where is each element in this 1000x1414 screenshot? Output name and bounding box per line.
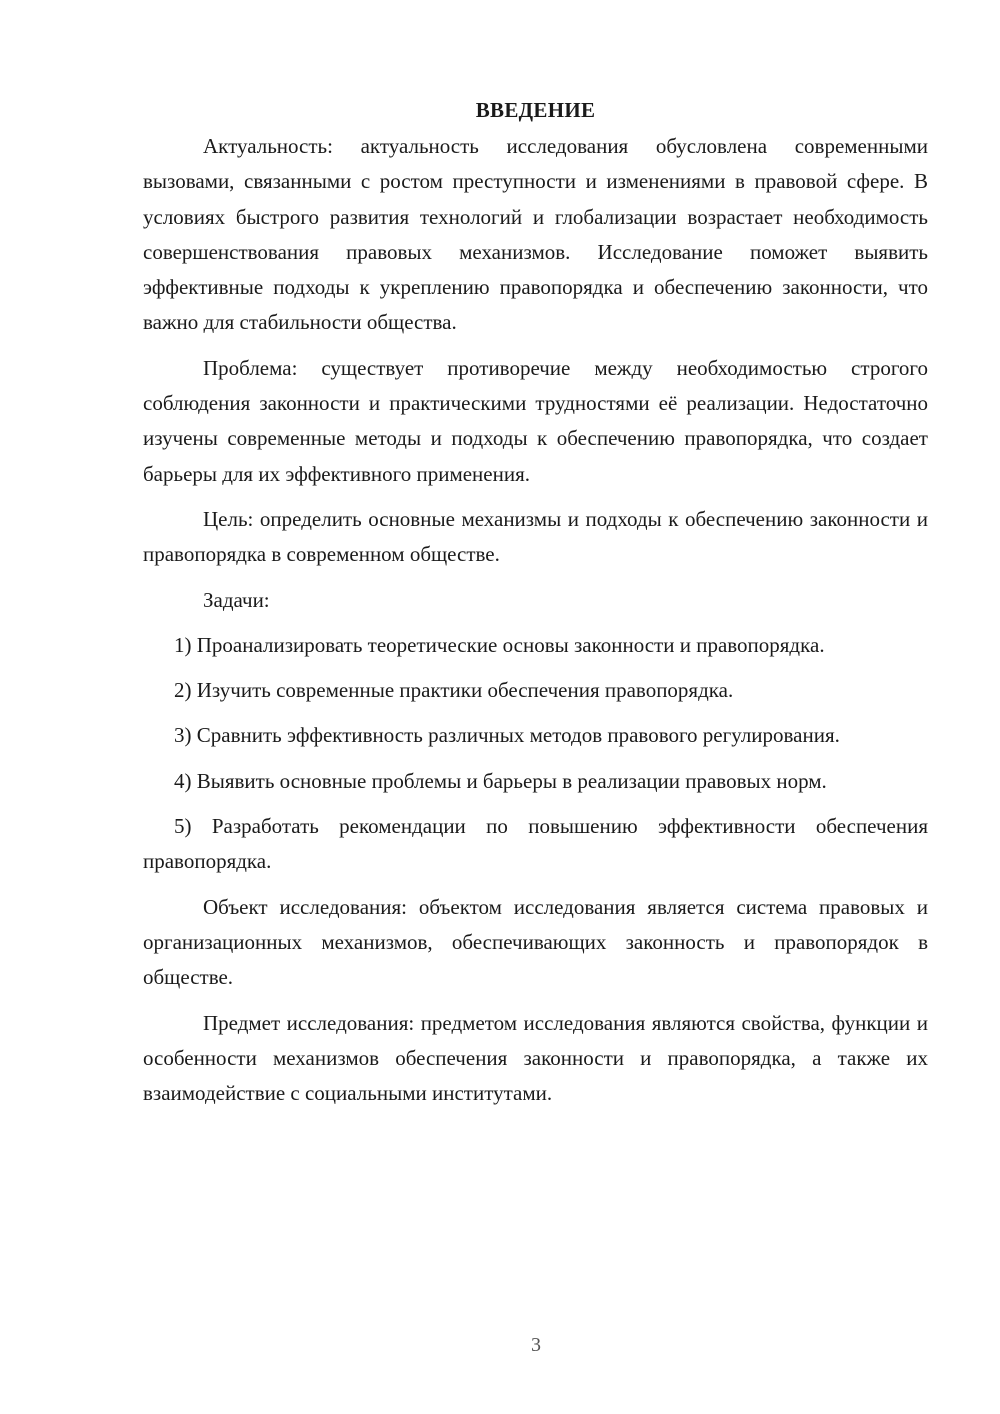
problem-paragraph: Проблема: существует противоречие между необходимостью строгого соблюдения законности и практическими трудностями её реализации. Недостаточно изучены современные методы и подходы к обеспечению правопорядка, что создает барьеры для их эффективного применения. xyxy=(143,355,928,486)
tasks-heading: Задачи: xyxy=(203,587,270,612)
task-item-3: 3) Сравнить эффективность различных методов правового регулирования. xyxy=(174,723,840,748)
object-paragraph: Объект исследования: объектом исследования является система правовых и организационных механизмов, обеспечивающих законность и правопорядок в обществе. xyxy=(143,894,928,990)
goal-paragraph: Цель: определить основные механизмы и подходы к обеспечению законности и правопорядка в современном обществе. xyxy=(143,506,928,567)
document-body xyxy=(143,95,928,1111)
task-item-1: 1) Проанализировать теоретические основы законности и правопорядка. xyxy=(174,632,825,657)
task-item-2: 2) Изучить современные практики обеспечения правопорядка. xyxy=(174,678,734,703)
task-item-5: 5) Разработать рекомендации по повышению эффективности обеспечения правопорядка. xyxy=(143,814,928,874)
relevance-paragraph: Актуальность: актуальность исследования обусловлена современными вызовами, связанными с ростом преступности и изменениями в правовой сфере. В условиях быстрого развития технологий и глобализации возрастает необходимость совершенствования правовых механизмов. Исследование поможет выявить эффективные подходы к укреплению правопорядка и обеспечению законности, что важно для стабильности общества. xyxy=(143,134,928,335)
task-item-4: 4) Выявить основные проблемы и барьеры в реализации правовых норм. xyxy=(174,768,827,793)
page-title: ВВЕДЕНИЕ xyxy=(475,98,596,122)
subject-paragraph: Предмет исследования: предметом исследования являются свойства, функции и особенности механизмов обеспечения законности и правопорядка, а также их взаимодействие с социальными институтами. xyxy=(143,1010,928,1106)
page-number: 3 xyxy=(531,1334,541,1356)
